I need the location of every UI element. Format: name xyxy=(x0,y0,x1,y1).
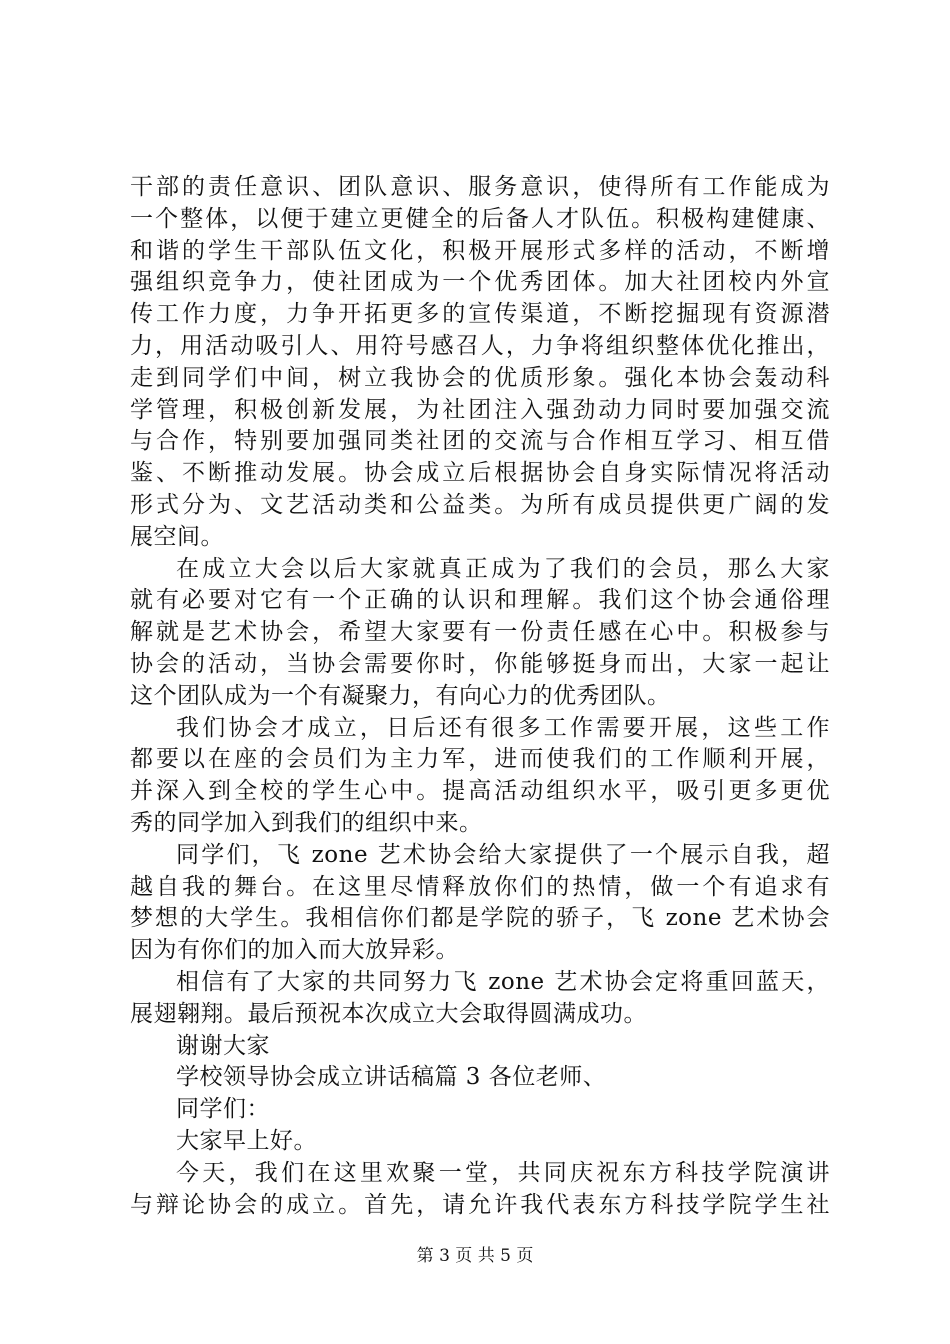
text-line: 学校领导协会成立讲话稿篇 3 各位老师、 xyxy=(176,1064,607,1091)
text-line: 与辩论协会的成立。首先，请允许我代表东方科技学院学生社 xyxy=(130,1191,830,1218)
text-line: 形式分为、文艺活动类和公益类。为所有成员提供更广阔的发 xyxy=(130,491,830,518)
text-line: 相信有了大家的共同努力飞 zone 艺术协会定将重回蓝天， xyxy=(176,968,830,995)
text-line: 干部的责任意识、团队意识、服务意识，使得所有工作能成为 xyxy=(130,174,830,200)
text-line: 走到同学们中间，树立我协会的优质形象。强化本协会轰动科 xyxy=(130,364,830,391)
text-line: 今天，我们在这里欢聚一堂，共同庆祝东方科技学院演讲 xyxy=(176,1159,830,1186)
text-line: 同学们，飞 zone 艺术协会给大家提供了一个展示自我，超 xyxy=(176,841,830,868)
page-footer: 第 3 页 共 5 页 xyxy=(416,1246,534,1266)
text-line: 展空间。 xyxy=(130,523,224,550)
text-line: 秀的同学加入到我们的组织中来。 xyxy=(130,809,483,836)
text-line: 并深入到全校的学生心中。提高活动组织水平，吸引更多更优 xyxy=(130,778,830,805)
text-line: 同学们： xyxy=(176,1096,270,1123)
text-line: 都要以在座的会员们为主力军，进而使我们的工作顺利开展， xyxy=(130,746,830,773)
text-line: 谢谢大家 xyxy=(176,1032,270,1059)
text-line: 因为有你们的加入而大放异彩。 xyxy=(130,937,459,964)
text-line: 就有必要对它有一个正确的认识和理解。我们这个协会通俗理 xyxy=(130,587,830,614)
text-line: 解就是艺术协会，希望大家要有一份责任感在心中。积极参与 xyxy=(130,619,830,646)
text-line: 展翅翱翔。最后预祝本次成立大会取得圆满成功。 xyxy=(130,1000,647,1027)
text-line: 与合作，特别要加强同类社团的交流与合作相互学习、相互借 xyxy=(130,428,830,455)
document-body xyxy=(130,172,830,1221)
text-line: 在成立大会以后大家就真正成为了我们的会员，那么大家 xyxy=(176,555,830,582)
text-line: 我们协会才成立，日后还有很多工作需要开展，这些工作 xyxy=(176,714,830,741)
text-line: 梦想的大学生。我相信你们都是学院的骄子，飞 zone 艺术协会 xyxy=(130,905,830,932)
text-line: 一个整体，以便于建立更健全的后备人才队伍。积极构建健康、 xyxy=(130,205,830,232)
text-line: 协会的活动，当协会需要你时，你能够挺身而出，大家一起让 xyxy=(130,650,830,677)
text-line: 鉴、不断推动发展。协会成立后根据协会自身实际情况将活动 xyxy=(130,460,830,487)
text-line: 这个团队成为一个有凝聚力，有向心力的优秀团队。 xyxy=(130,682,671,709)
text-line: 力，用活动吸引人、用符号感召人，力争将组织整体优化推出， xyxy=(130,332,830,359)
text-line: 强组织竞争力，使社团成为一个优秀团体。加大社团校内外宣 xyxy=(130,269,830,296)
text-line: 学管理，积极创新发展，为社团注入强劲动力同时要加强交流 xyxy=(130,396,830,423)
text-line: 传工作力度，力争开拓更多的宣传渠道，不断挖掘现有资源潜 xyxy=(130,301,830,328)
text-line: 大家早上好。 xyxy=(176,1127,317,1154)
text-line: 和谐的学生干部队伍文化，积极开展形式多样的活动，不断增 xyxy=(130,237,830,264)
text-line: 越自我的舞台。在这里尽情释放你们的热情，做一个有追求有 xyxy=(130,873,830,900)
